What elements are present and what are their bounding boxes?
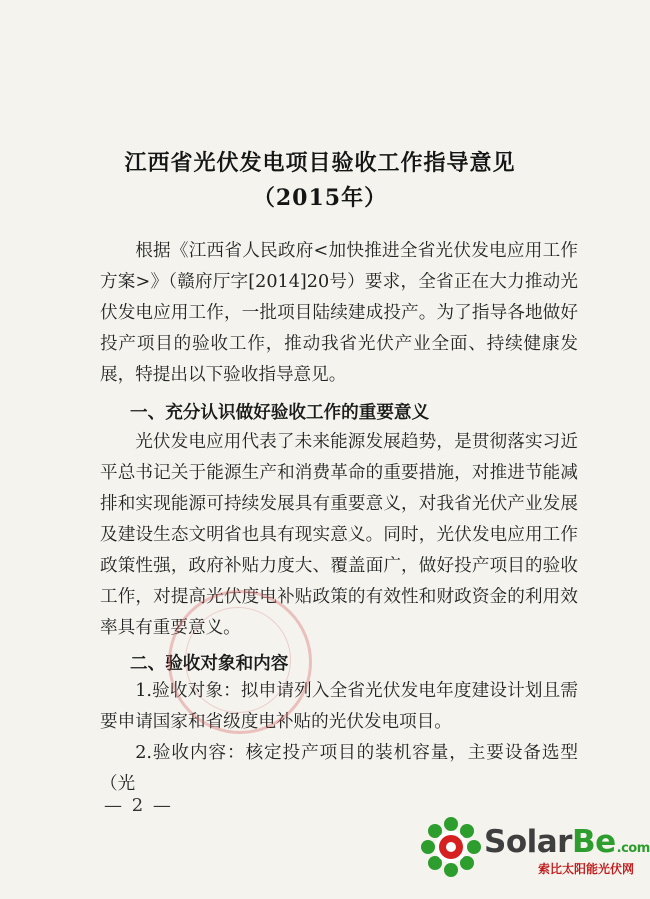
- page-number: — 2 —: [104, 795, 173, 816]
- section2-heading: 二、验收对象和内容: [130, 653, 289, 674]
- brand-tagline: 索比太阳能光伏网: [538, 862, 635, 876]
- section2-item1: 1.验收对象：拟申请列入全省光伏发电年度建设计划且需要申请国家和省级度电补贴的光伏发电项目。: [100, 681, 578, 732]
- section1-heading: 一、充分认识做好验收工作的重要意义: [130, 402, 430, 423]
- flower-logo-icon: [420, 816, 482, 878]
- intro-paragraph: 根据《江西省人民政府<加快推进全省光伏发电应用工作方案>》（赣府厅字[2014]20号）要求，全省正在大力推动光伏发电应用工作，一批项目陆续建成投产。为了指导各地做好投产项目的验收工作，推动我省光伏产业全面、持续健康发展，特提出以下验收指导意见。: [100, 241, 578, 385]
- section1-body: 光伏发电应用代表了未来能源发展趋势，是贯彻落实习近平总书记关于能源生产和消费革命的重要措施，对推进节能减排和实现能源可持续发展具有重要意义，对我省光伏产业发展及建设生态文明省也具有现实意义。同时，光伏发电应用工作政策性强，政府补贴力度大、覆盖面广，做好投产项目的验收工作，对提高光伏度电补贴政策的有效性和财政资金的利用效率具有重要意义。: [100, 432, 578, 638]
- brand-name: SolarBe.com: [484, 824, 650, 860]
- section2-item2: 2.验收内容：核定投产项目的装机容量，主要设备选型（光: [100, 743, 578, 794]
- solarbe-watermark: [420, 812, 650, 892]
- document-title: 江西省光伏发电项目验收工作指导意见: [124, 150, 516, 176]
- document-year: （2015年）: [252, 185, 388, 211]
